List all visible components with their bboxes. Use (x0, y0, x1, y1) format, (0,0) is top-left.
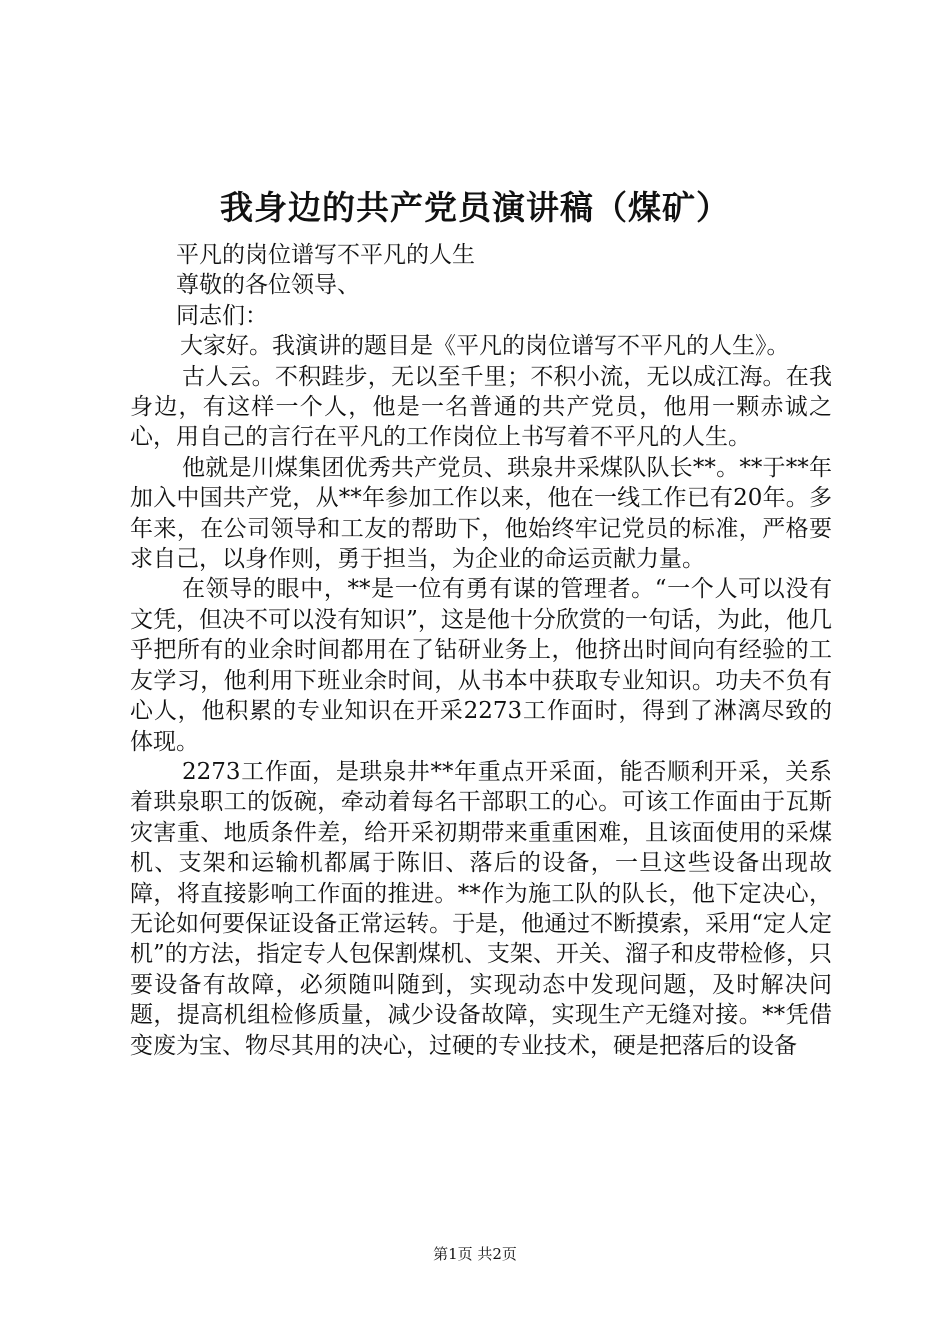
document-body (130, 240, 832, 1061)
body-paragraph: 古人云。不积跬步，无以至千里；不积小流，无以成江海。在我身边，有这样一个人，他是一名普通的共产党员，他用一颗赤诚之心，用自己的言行在平凡的工作岗位上书写着不平凡的人生。 (130, 363, 832, 451)
document-title: 我身边的共产党员演讲稿（煤矿） (220, 188, 730, 227)
subtitle-paragraph: 平凡的岗位谱写不平凡的人生 (176, 242, 475, 268)
salutation-line: 同志们： (176, 302, 268, 329)
page-footer: 第1页 共2页 (433, 1245, 517, 1263)
body-paragraph: 大家好。我演讲的题目是《平凡的岗位谱写不平凡的人生》。 (180, 333, 790, 360)
salutation-line: 尊敬的各位领导、 (176, 272, 360, 299)
body-paragraph: 2273工作面，是珙泉井**年重点开采面，能否顺利开采，关系着珙泉职工的饭碗，牵动着每名干部职工的心。可该工作面由于瓦斯灾害重、地质条件差，给开采初期带来重重困难，且该面使用的采煤机、支架和运输机都属于陈旧、落后的设备，一旦这些设备出现故障，将直接影响工作面的推进。**作为施工队的队长，他下定决心，无论如何要保证设备正常运转。于是，他通过不断摸索，采用“定人定机”的方法，指定专人包保割煤机、支架、开关、溜子和皮带检修，只要设备有故障，必须随叫随到，实现动态中发现问题，及时解决问题，提高机组检修质量，减少设备故障，实现生产无缝对接。**凭借变废为宝、物尽其用的决心，过硬的专业技术，硬是把落后的设备 (130, 758, 832, 1059)
body-paragraph: 他就是川煤集团优秀共产党员、珙泉井采煤队队长**。**于**年加入中国共产党，从**年参加工作以来，他在一线工作已有20年。多年来，在公司领导和工友的帮助下，他始终牢记党员的标准，严格要求自己，以身作则，勇于担当，为企业的命运贡献力量。 (130, 454, 832, 573)
body-paragraph: 在领导的眼中，**是一位有勇有谋的管理者。“一个人可以没有文凭，但决不可以没有知识”，这是他十分欣赏的一句话，为此，他几乎把所有的业余时间都用在了钻研业务上，他挤出时间向有经验的工友学习，他利用下班业余时间，从书本中获取专业知识。功夫不负有心人，他积累的专业知识在开采2273工作面时，得到了淋漓尽致的体现。 (130, 576, 832, 755)
